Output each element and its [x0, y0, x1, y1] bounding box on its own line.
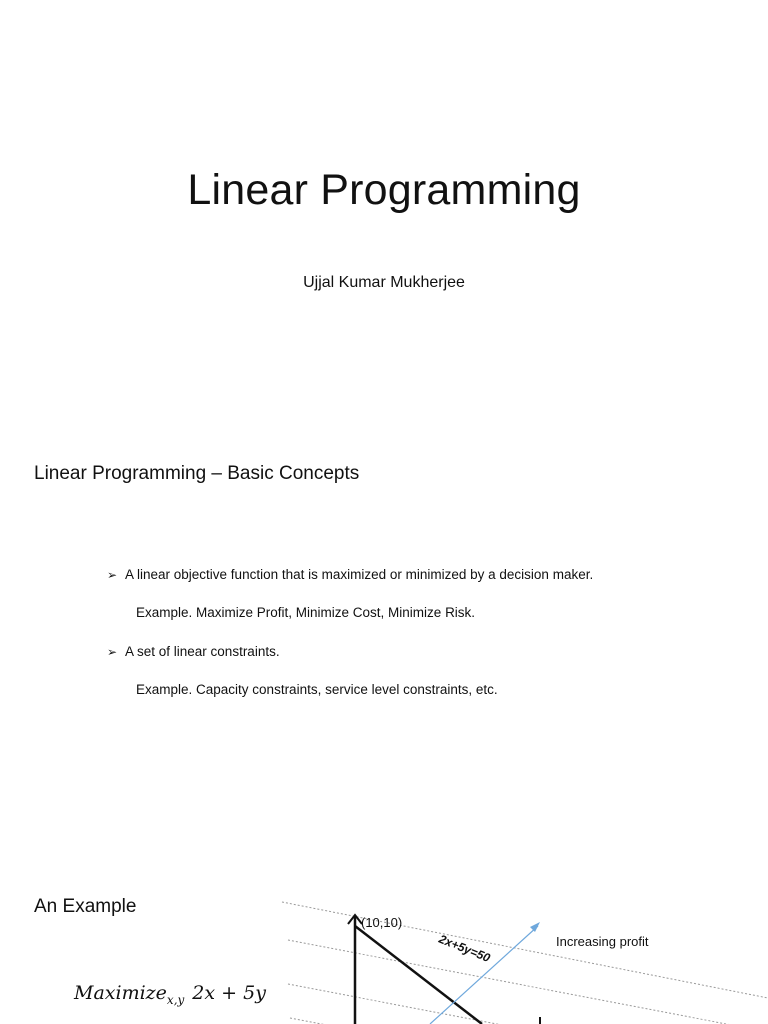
bullet-item	[107, 567, 593, 582]
bullet-item	[107, 644, 280, 659]
bullet-text: A set of linear constraints.	[125, 644, 280, 659]
bullet-example: Example. Maximize Profit, Minimize Cost, Minimize Risk.	[136, 605, 476, 620]
iso-profit-line	[290, 1018, 768, 1024]
objective-word: Maximize	[74, 982, 167, 1004]
iso-profit-line	[288, 940, 768, 1024]
objective-subscript: x,y	[166, 993, 185, 1007]
feasible-region-diagram	[260, 880, 768, 1024]
slide-title: Linear Programming	[187, 166, 581, 214]
bullet-text: A linear objective function that is maximized or minimized by a decision maker.	[125, 567, 594, 582]
point-label: (10,10)	[361, 915, 403, 930]
objective-function	[74, 982, 266, 1007]
arrowhead-bullet-icon: ➢	[107, 568, 118, 582]
direction-arrowhead-icon	[530, 922, 540, 932]
iso-profit-line	[288, 984, 768, 1024]
iso-line-label: 2x+5y=50	[436, 931, 493, 966]
section-title-example: An Example	[34, 896, 137, 917]
arrowhead-bullet-icon: ➢	[107, 645, 118, 659]
author-name: Ujjal Kumar Mukherjee	[303, 274, 465, 291]
objective-expression: 2x + 5y	[192, 982, 266, 1004]
direction-label: Increasing profit	[556, 934, 649, 949]
section-title-basic-concepts: Linear Programming – Basic Concepts	[34, 463, 360, 484]
bullet-example: Example. Capacity constraints, service level constraints, etc.	[136, 682, 498, 697]
